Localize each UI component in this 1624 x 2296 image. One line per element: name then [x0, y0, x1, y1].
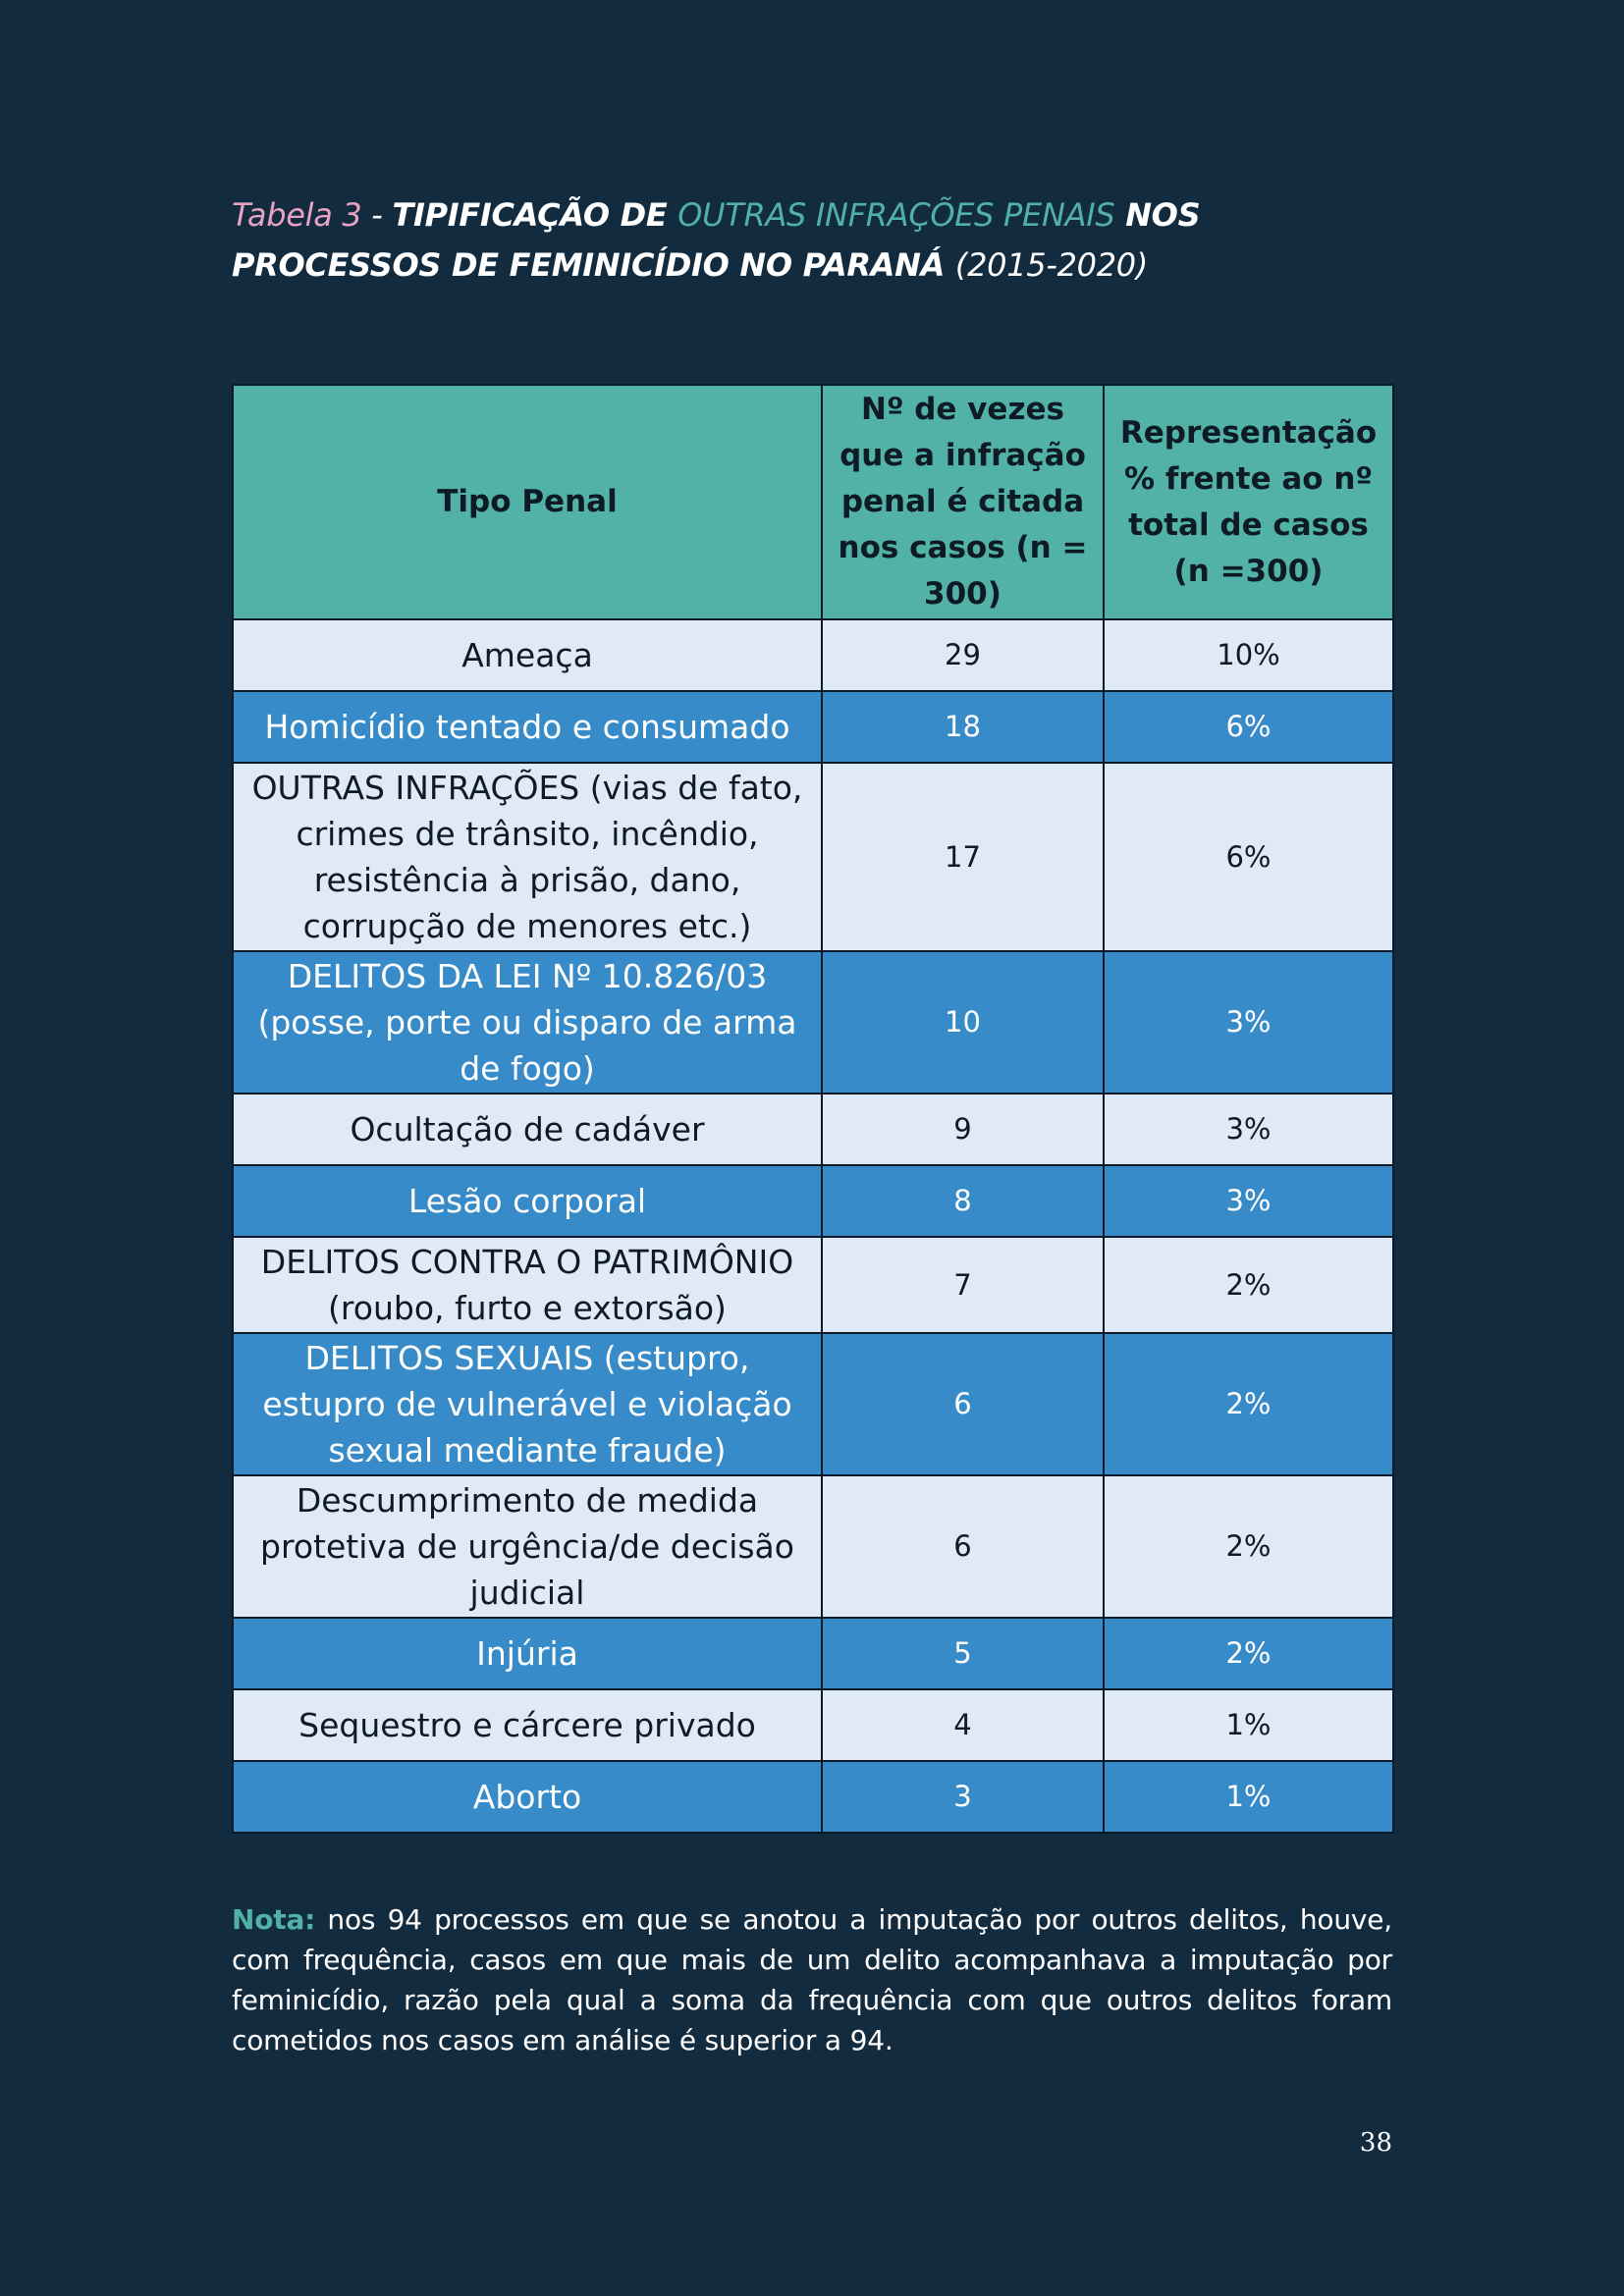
table-title — [232, 190, 1392, 291]
cell-tipo: Descumprimento de medida protetiva de urgência/de decisão judicial — [233, 1475, 822, 1618]
cell-tipo: Injúria — [233, 1618, 822, 1689]
table-row — [233, 763, 1393, 951]
cell-tipo: DELITOS DA LEI Nº 10.826/03 (posse, porte ou disparo de arma de fogo) — [233, 951, 822, 1094]
cell-tipo: Ameaça — [233, 619, 822, 691]
cell-pct: 3% — [1104, 1165, 1393, 1237]
cell-vezes: 9 — [822, 1094, 1104, 1165]
table-row — [233, 1761, 1393, 1833]
cell-tipo: DELITOS CONTRA O PATRIMÔNIO (roubo, furto e extorsão) — [233, 1237, 822, 1333]
cell-vezes: 3 — [822, 1761, 1104, 1833]
cell-vezes: 29 — [822, 619, 1104, 691]
header-tipo-penal: Tipo Penal — [233, 385, 822, 619]
table-label: Tabela 3 — [232, 196, 362, 234]
cell-pct: 3% — [1104, 1094, 1393, 1165]
table-row — [233, 691, 1393, 763]
cell-pct: 3% — [1104, 951, 1393, 1094]
infractions-table — [232, 384, 1394, 1834]
title-dash: - — [361, 196, 393, 234]
cell-vezes: 7 — [822, 1237, 1104, 1333]
table-row — [233, 951, 1393, 1094]
cell-pct: 2% — [1104, 1333, 1393, 1475]
table-row — [233, 1689, 1393, 1761]
cell-pct: 1% — [1104, 1689, 1393, 1761]
cell-vezes: 17 — [822, 763, 1104, 951]
table-note — [232, 1899, 1392, 2060]
cell-tipo: Lesão corporal — [233, 1165, 822, 1237]
cell-tipo: OUTRAS INFRAÇÕES (vias de fato, crimes de trânsito, incêndio, resistência à prisão, dano, corrupção de menores etc.) — [233, 763, 822, 951]
cell-vezes: 4 — [822, 1689, 1104, 1761]
cell-vezes: 6 — [822, 1475, 1104, 1618]
cell-vezes: 18 — [822, 691, 1104, 763]
cell-pct: 6% — [1104, 763, 1393, 951]
cell-pct: 2% — [1104, 1237, 1393, 1333]
cell-pct: 1% — [1104, 1761, 1393, 1833]
table-row — [233, 619, 1393, 691]
header-num-vezes: Nº de vezes que a infração penal é citada nos casos (n = 300) — [822, 385, 1104, 619]
title-years: (2015-2020) — [954, 246, 1149, 284]
table-row — [233, 1618, 1393, 1689]
note-label: Nota: — [232, 1903, 316, 1936]
cell-pct: 6% — [1104, 691, 1393, 763]
table-row — [233, 1333, 1393, 1475]
title-part-2: NOS PROCESSOS DE FEMINICÍDIO NO PARANÁ — [232, 196, 1201, 284]
cell-vezes: 6 — [822, 1333, 1104, 1475]
cell-tipo: DELITOS SEXUAIS (estupro, estupro de vulnerável e violação sexual mediante fraude) — [233, 1333, 822, 1475]
page-number: 38 — [1359, 2128, 1392, 2158]
title-part-1: TIPIFICAÇÃO DE — [392, 196, 678, 234]
cell-tipo: Aborto — [233, 1761, 822, 1833]
header-representacao: Representação % frente ao nº total de casos (n =300) — [1104, 385, 1393, 619]
table-row — [233, 1475, 1393, 1618]
cell-tipo: Sequestro e cárcere privado — [233, 1689, 822, 1761]
note-text: nos 94 processos em que se anotou a imputação por outros delitos, houve, com frequência, casos em que mais de um delito acompanhava a imputação por feminicídio, razão pela qual a soma da frequência com que outros delitos foram cometidos nos casos em análise é superior a 94. — [232, 1903, 1392, 2056]
table-row — [233, 1094, 1393, 1165]
cell-pct: 10% — [1104, 619, 1393, 691]
table-row — [233, 1237, 1393, 1333]
cell-vezes: 5 — [822, 1618, 1104, 1689]
cell-vezes: 8 — [822, 1165, 1104, 1237]
table-header-row — [233, 385, 1393, 619]
cell-pct: 2% — [1104, 1475, 1393, 1618]
cell-tipo: Ocultação de cadáver — [233, 1094, 822, 1165]
cell-pct: 2% — [1104, 1618, 1393, 1689]
title-highlight: OUTRAS INFRAÇÕES PENAIS — [677, 196, 1115, 234]
table-row — [233, 1165, 1393, 1237]
cell-vezes: 10 — [822, 951, 1104, 1094]
cell-tipo: Homicídio tentado e consumado — [233, 691, 822, 763]
